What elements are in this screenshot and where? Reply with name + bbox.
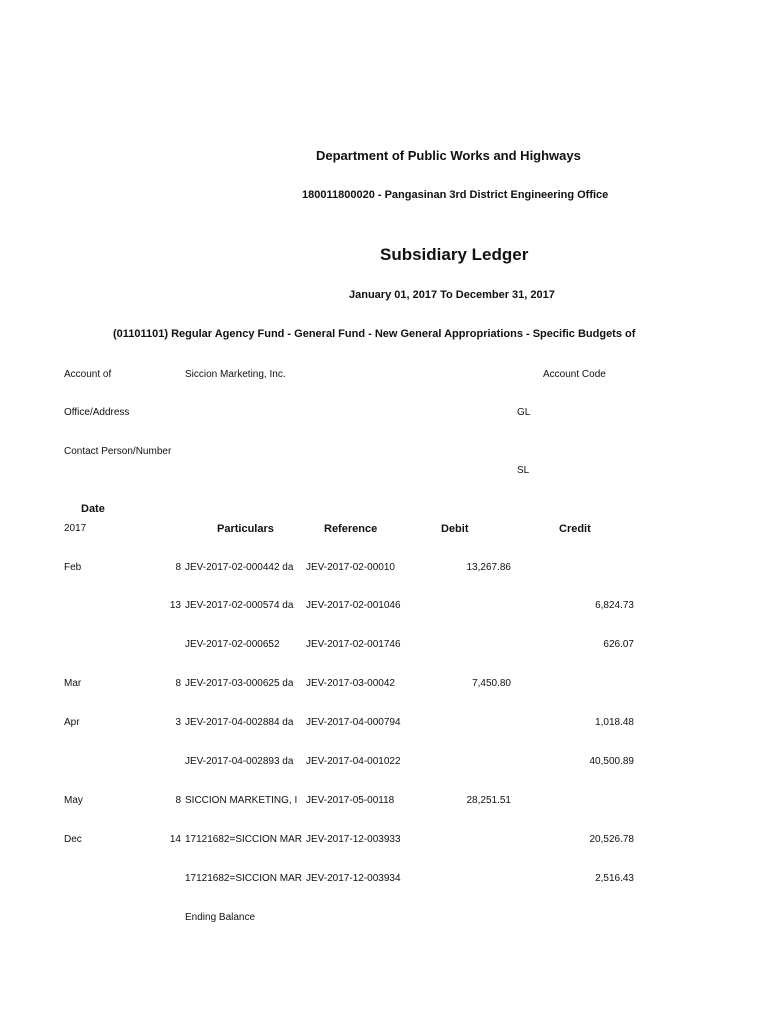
fund-description: (01101101) Regular Agency Fund - General Fund - New General Appropriations - Specific Budgets of <box>113 328 636 340</box>
table-row <box>0 873 768 887</box>
row-day: 8 <box>175 678 181 689</box>
agency-name: Department of Public Works and Highways <box>316 148 581 163</box>
row-particulars: JEV-2017-03-000625 da <box>185 678 294 689</box>
row-day: 8 <box>175 795 181 806</box>
row-particulars: JEV-2017-04-002884 da <box>185 717 294 728</box>
row-credit: 40,500.89 <box>589 756 634 767</box>
account-code-label: Account Code <box>543 369 606 380</box>
table-row <box>0 834 768 848</box>
table-row <box>0 717 768 731</box>
row-particulars: JEV-2017-02-000574 da <box>185 600 294 611</box>
row-reference: JEV-2017-02-001046 <box>306 600 401 611</box>
row-reference: JEV-2017-05-00118 <box>306 795 395 806</box>
row-month: Apr <box>64 717 80 728</box>
row-day: 8 <box>175 562 181 573</box>
row-particulars: 17121682=SICCION MAR <box>185 873 302 884</box>
account-of-value: Siccion Marketing, Inc. <box>185 369 286 380</box>
table-row <box>0 600 768 614</box>
table-row <box>0 562 768 576</box>
year-header: 2017 <box>64 523 87 534</box>
row-reference: JEV-2017-04-001022 <box>306 756 401 767</box>
date-header: Date <box>81 503 105 515</box>
row-day: 14 <box>169 834 181 845</box>
sl-label: SL <box>517 465 530 476</box>
gl-label: GL <box>517 407 531 418</box>
row-day: 3 <box>175 717 181 728</box>
row-credit: 20,526.78 <box>589 834 634 845</box>
ending-balance-label: Ending Balance <box>185 912 256 923</box>
account-of-label: Account of <box>64 369 112 380</box>
row-debit: 13,267.86 <box>466 562 511 573</box>
reference-header: Reference <box>324 523 378 535</box>
office-address-label: Office/Address <box>64 407 130 418</box>
particulars-header: Particulars <box>217 523 274 535</box>
credit-header: Credit <box>559 523 591 535</box>
row-month: Mar <box>64 678 82 689</box>
table-row <box>0 639 768 653</box>
row-debit: 7,450.80 <box>472 678 511 689</box>
table-row <box>0 756 768 770</box>
report-period: January 01, 2017 To December 31, 2017 <box>349 289 555 301</box>
row-credit: 1,018.48 <box>595 717 634 728</box>
row-particulars: JEV-2017-02-000652 <box>185 639 280 650</box>
table-row <box>0 795 768 809</box>
row-particulars: JEV-2017-02-000442 da <box>185 562 294 573</box>
row-reference: JEV-2017-03-00042 <box>306 678 395 689</box>
debit-header: Debit <box>441 523 469 535</box>
contact-label: Contact Person/Number <box>64 446 172 457</box>
row-reference: JEV-2017-12-003933 <box>306 834 401 845</box>
row-particulars: JEV-2017-04-002893 da <box>185 756 294 767</box>
row-reference: JEV-2017-12-003934 <box>306 873 401 884</box>
row-month: Dec <box>64 834 82 845</box>
row-reference: JEV-2017-02-001746 <box>306 639 401 650</box>
row-month: Feb <box>64 562 82 573</box>
row-reference: JEV-2017-04-000794 <box>306 717 401 728</box>
page-title: Subsidiary Ledger <box>380 245 529 264</box>
row-credit: 6,824.73 <box>595 600 634 611</box>
row-credit: 626.07 <box>603 639 634 650</box>
office-name: 180011800020 - Pangasinan 3rd District Engineering Office <box>302 189 609 201</box>
row-debit: 28,251.51 <box>466 795 511 806</box>
row-reference: JEV-2017-02-00010 <box>306 562 395 573</box>
row-particulars: 17121682=SICCION MAR <box>185 834 302 845</box>
table-row <box>0 678 768 692</box>
row-particulars: SICCION MARKETING, I <box>185 795 298 806</box>
row-credit: 2,516.43 <box>595 873 634 884</box>
row-day: 13 <box>169 600 181 611</box>
row-month: May <box>64 795 83 806</box>
